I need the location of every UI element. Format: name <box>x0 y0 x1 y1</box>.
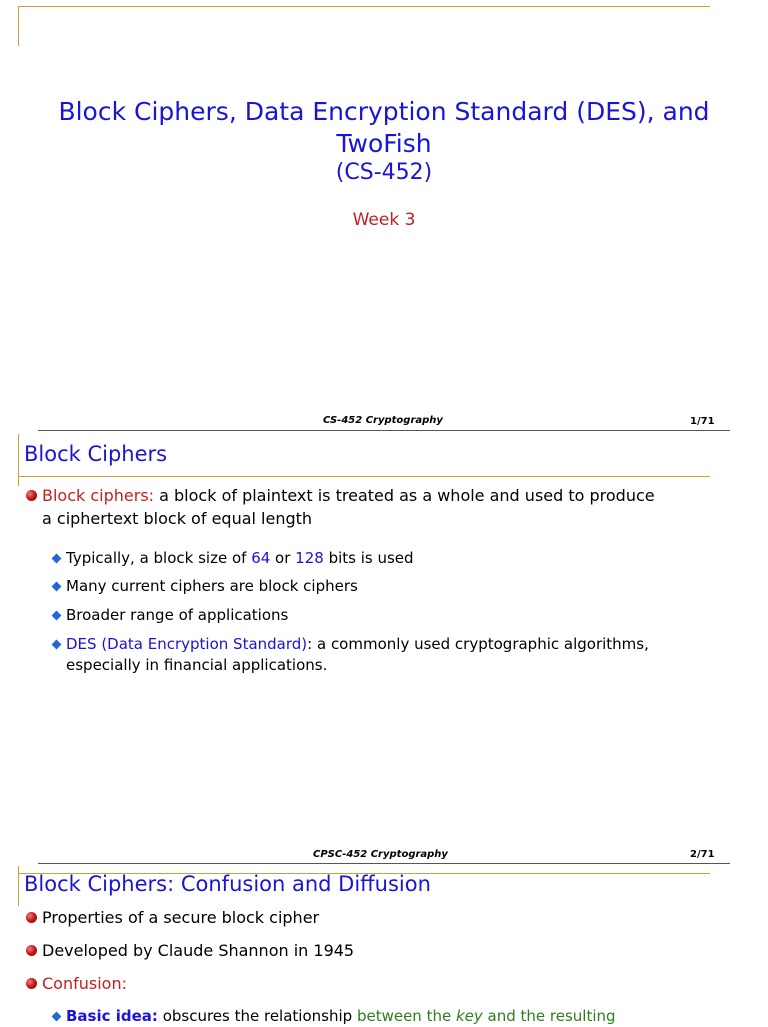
slide1-title-line1: Block Ciphers, Data Encryption Standard (DES), and <box>58 97 710 126</box>
slide1-title <box>0 96 768 160</box>
slide1-week: Week 3 <box>352 210 416 230</box>
slide2-heading-rule <box>18 476 710 477</box>
slide2-bullet1-text2: a ciphertext block of equal length <box>42 509 313 528</box>
slide3-bullet1: Properties of a secure block cipher <box>42 908 320 927</box>
blue-diamond-icon <box>52 1012 62 1022</box>
blue-diamond-icon <box>52 582 62 592</box>
slide1-footer: CS-452 Cryptography <box>323 415 443 426</box>
slide3-bullet2: Developed by Claude Shannon in 1945 <box>42 941 355 960</box>
slide2-sub3: Broader range of applications <box>66 606 289 624</box>
blue-diamond-icon <box>52 611 62 621</box>
slide2-bullet1-text1: a block of plaintext is treated as a whole and used to produce <box>154 486 655 505</box>
slide1-course-code: (CS-452) <box>335 160 433 185</box>
slide1-left-rule <box>18 6 19 46</box>
blue-diamond-icon <box>52 640 62 650</box>
red-bullet-icon <box>26 945 37 956</box>
slide2-sub1: Typically, a block size of 64 or 128 bits is used <box>66 549 414 567</box>
slide1-top-rule <box>18 6 710 7</box>
slide2-sub2: Many current ciphers are block ciphers <box>66 577 358 595</box>
slide3-bullet3: Confusion: <box>42 974 127 993</box>
basic-idea-term: Basic idea: <box>66 1007 158 1025</box>
block-size-128: 128 <box>295 549 324 567</box>
red-bullet-icon <box>26 912 37 923</box>
slide1-page-number: 1/71 <box>690 416 715 427</box>
blue-diamond-icon <box>52 554 62 564</box>
slide2-footer: CPSC-452 Cryptography <box>313 849 448 860</box>
block-ciphers-term: Block ciphers: <box>42 486 155 505</box>
slide2-heading: Block Ciphers <box>24 442 168 466</box>
slide3-sub1: Basic idea: obscures the relationship between the key and the resulting <box>66 1007 616 1025</box>
slide2-left-rule <box>18 434 19 486</box>
slide1-footer-rule <box>38 430 730 431</box>
des-term: DES (Data Encryption Standard) <box>66 635 308 653</box>
slide1-title-line2: TwoFish <box>336 129 432 158</box>
key-term: key <box>455 1007 483 1025</box>
slide3-heading: Block Ciphers: Confusion and Diffusion <box>24 872 431 896</box>
red-bullet-icon <box>26 978 37 989</box>
slide3-left-rule <box>18 866 19 906</box>
slide2-sub4: DES (Data Encryption Standard): a commonly used cryptographic algorithms, especially in financial applications. <box>66 635 649 674</box>
slide2-bullet1 <box>42 484 752 530</box>
slide2-footer-rule <box>38 863 730 864</box>
block-size-64: 64 <box>251 549 271 567</box>
slide2-page-number: 2/71 <box>690 849 715 860</box>
red-bullet-icon <box>26 490 37 501</box>
